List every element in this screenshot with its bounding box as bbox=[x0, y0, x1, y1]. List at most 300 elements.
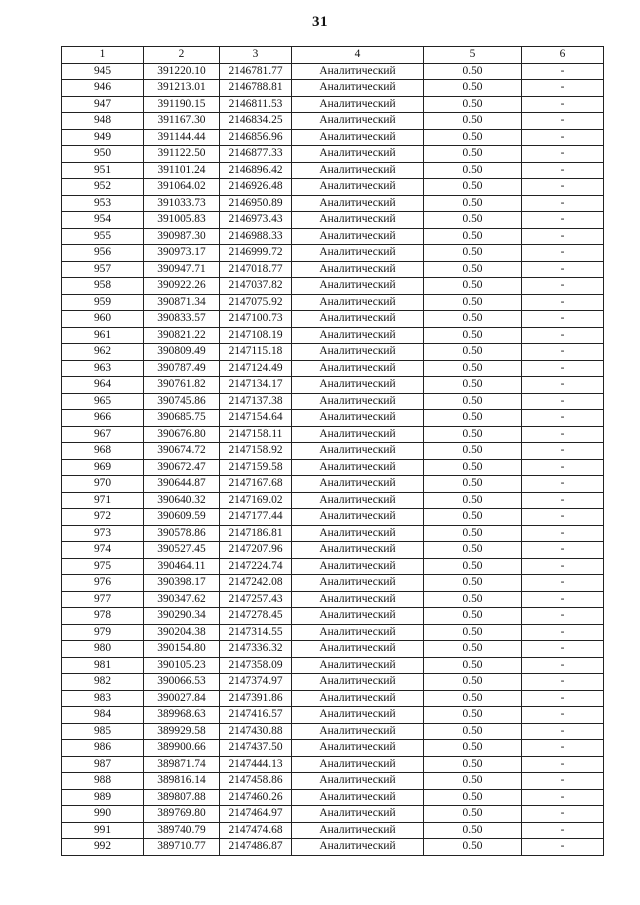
cell-accuracy: 0.50 bbox=[424, 311, 522, 328]
cell-coord-y: 2147167.68 bbox=[220, 476, 292, 493]
table-row bbox=[62, 608, 604, 625]
table-header-row bbox=[62, 47, 604, 64]
cell-note: - bbox=[522, 212, 604, 229]
cell-method: Аналитический bbox=[292, 641, 424, 658]
cell-note: - bbox=[522, 608, 604, 625]
cell-accuracy: 0.50 bbox=[424, 575, 522, 592]
table-row bbox=[62, 261, 604, 278]
cell-accuracy: 0.50 bbox=[424, 740, 522, 757]
table-row bbox=[62, 96, 604, 113]
table-row bbox=[62, 344, 604, 361]
cell-accuracy: 0.50 bbox=[424, 278, 522, 295]
column-header-2: 2 bbox=[144, 47, 220, 64]
cell-point-number: 946 bbox=[62, 80, 144, 97]
cell-accuracy: 0.50 bbox=[424, 773, 522, 790]
cell-coord-y: 2147100.73 bbox=[220, 311, 292, 328]
cell-coord-y: 2146877.33 bbox=[220, 146, 292, 163]
cell-coord-x: 390674.72 bbox=[144, 443, 220, 460]
cell-coord-x: 389900.66 bbox=[144, 740, 220, 757]
cell-coord-x: 390922.26 bbox=[144, 278, 220, 295]
cell-point-number: 991 bbox=[62, 822, 144, 839]
column-header-4: 4 bbox=[292, 47, 424, 64]
cell-note: - bbox=[522, 806, 604, 823]
cell-note: - bbox=[522, 591, 604, 608]
cell-coord-x: 390676.80 bbox=[144, 426, 220, 443]
cell-coord-x: 390398.17 bbox=[144, 575, 220, 592]
table-row bbox=[62, 707, 604, 724]
cell-method: Аналитический bbox=[292, 393, 424, 410]
cell-coord-y: 2146999.72 bbox=[220, 245, 292, 262]
cell-point-number: 983 bbox=[62, 690, 144, 707]
cell-coord-y: 2147257.43 bbox=[220, 591, 292, 608]
cell-coord-y: 2146811.53 bbox=[220, 96, 292, 113]
cell-note: - bbox=[522, 410, 604, 427]
cell-coord-x: 390644.87 bbox=[144, 476, 220, 493]
cell-coord-y: 2147416.57 bbox=[220, 707, 292, 724]
cell-method: Аналитический bbox=[292, 377, 424, 394]
cell-coord-y: 2147177.44 bbox=[220, 509, 292, 526]
cell-point-number: 980 bbox=[62, 641, 144, 658]
column-header-6: 6 bbox=[522, 47, 604, 64]
cell-method: Аналитический bbox=[292, 690, 424, 707]
cell-coord-x: 391005.83 bbox=[144, 212, 220, 229]
cell-coord-y: 2147154.64 bbox=[220, 410, 292, 427]
table-row bbox=[62, 641, 604, 658]
cell-accuracy: 0.50 bbox=[424, 327, 522, 344]
table-row bbox=[62, 426, 604, 443]
cell-point-number: 976 bbox=[62, 575, 144, 592]
cell-accuracy: 0.50 bbox=[424, 443, 522, 460]
cell-coord-x: 390672.47 bbox=[144, 459, 220, 476]
cell-accuracy: 0.50 bbox=[424, 789, 522, 806]
cell-note: - bbox=[522, 509, 604, 526]
cell-accuracy: 0.50 bbox=[424, 492, 522, 509]
table-row bbox=[62, 278, 604, 295]
column-header-3: 3 bbox=[220, 47, 292, 64]
cell-accuracy: 0.50 bbox=[424, 377, 522, 394]
cell-note: - bbox=[522, 245, 604, 262]
cell-accuracy: 0.50 bbox=[424, 129, 522, 146]
cell-point-number: 986 bbox=[62, 740, 144, 757]
cell-method: Аналитический bbox=[292, 179, 424, 196]
cell-method: Аналитический bbox=[292, 195, 424, 212]
cell-note: - bbox=[522, 674, 604, 691]
cell-point-number: 973 bbox=[62, 525, 144, 542]
cell-coord-x: 390871.34 bbox=[144, 294, 220, 311]
cell-point-number: 988 bbox=[62, 773, 144, 790]
cell-note: - bbox=[522, 146, 604, 163]
table-row bbox=[62, 773, 604, 790]
cell-method: Аналитический bbox=[292, 96, 424, 113]
cell-coord-x: 390290.34 bbox=[144, 608, 220, 625]
cell-accuracy: 0.50 bbox=[424, 360, 522, 377]
table-row bbox=[62, 690, 604, 707]
cell-coord-x: 391122.50 bbox=[144, 146, 220, 163]
cell-coord-x: 389871.74 bbox=[144, 756, 220, 773]
cell-point-number: 948 bbox=[62, 113, 144, 130]
cell-method: Аналитический bbox=[292, 162, 424, 179]
cell-method: Аналитический bbox=[292, 426, 424, 443]
cell-note: - bbox=[522, 575, 604, 592]
cell-note: - bbox=[522, 261, 604, 278]
cell-coord-y: 2147474.68 bbox=[220, 822, 292, 839]
cell-note: - bbox=[522, 63, 604, 80]
cell-method: Аналитический bbox=[292, 707, 424, 724]
cell-coord-x: 391167.30 bbox=[144, 113, 220, 130]
cell-method: Аналитический bbox=[292, 344, 424, 361]
cell-coord-x: 391144.44 bbox=[144, 129, 220, 146]
cell-point-number: 971 bbox=[62, 492, 144, 509]
cell-point-number: 987 bbox=[62, 756, 144, 773]
cell-method: Аналитический bbox=[292, 80, 424, 97]
table-row bbox=[62, 63, 604, 80]
cell-coord-y: 2147314.55 bbox=[220, 624, 292, 641]
cell-method: Аналитический bbox=[292, 146, 424, 163]
cell-point-number: 968 bbox=[62, 443, 144, 460]
table-row bbox=[62, 212, 604, 229]
cell-coord-y: 2147018.77 bbox=[220, 261, 292, 278]
cell-coord-y: 2147486.87 bbox=[220, 839, 292, 856]
table-row bbox=[62, 723, 604, 740]
cell-accuracy: 0.50 bbox=[424, 294, 522, 311]
cell-coord-x: 389740.79 bbox=[144, 822, 220, 839]
cell-coord-x: 390527.45 bbox=[144, 542, 220, 559]
cell-point-number: 945 bbox=[62, 63, 144, 80]
table-row bbox=[62, 327, 604, 344]
cell-coord-y: 2147430.88 bbox=[220, 723, 292, 740]
cell-method: Аналитический bbox=[292, 311, 424, 328]
cell-coord-y: 2146781.77 bbox=[220, 63, 292, 80]
cell-coord-y: 2147134.17 bbox=[220, 377, 292, 394]
cell-point-number: 970 bbox=[62, 476, 144, 493]
cell-coord-y: 2147169.02 bbox=[220, 492, 292, 509]
cell-coord-x: 390947.71 bbox=[144, 261, 220, 278]
cell-point-number: 953 bbox=[62, 195, 144, 212]
cell-note: - bbox=[522, 492, 604, 509]
cell-coord-x: 390066.53 bbox=[144, 674, 220, 691]
cell-method: Аналитический bbox=[292, 228, 424, 245]
cell-method: Аналитический bbox=[292, 657, 424, 674]
cell-note: - bbox=[522, 459, 604, 476]
cell-point-number: 966 bbox=[62, 410, 144, 427]
cell-point-number: 978 bbox=[62, 608, 144, 625]
cell-coord-x: 390745.86 bbox=[144, 393, 220, 410]
cell-note: - bbox=[522, 443, 604, 460]
column-header-1: 1 bbox=[62, 47, 144, 64]
cell-point-number: 992 bbox=[62, 839, 144, 856]
cell-point-number: 990 bbox=[62, 806, 144, 823]
cell-accuracy: 0.50 bbox=[424, 525, 522, 542]
cell-accuracy: 0.50 bbox=[424, 542, 522, 559]
cell-accuracy: 0.50 bbox=[424, 608, 522, 625]
cell-method: Аналитический bbox=[292, 674, 424, 691]
cell-accuracy: 0.50 bbox=[424, 245, 522, 262]
cell-coord-x: 389968.63 bbox=[144, 707, 220, 724]
cell-coord-y: 2147075.92 bbox=[220, 294, 292, 311]
cell-point-number: 960 bbox=[62, 311, 144, 328]
cell-coord-x: 390787.49 bbox=[144, 360, 220, 377]
cell-note: - bbox=[522, 641, 604, 658]
cell-note: - bbox=[522, 624, 604, 641]
cell-coord-y: 2147460.26 bbox=[220, 789, 292, 806]
cell-point-number: 954 bbox=[62, 212, 144, 229]
cell-coord-x: 390154.80 bbox=[144, 641, 220, 658]
table-row bbox=[62, 525, 604, 542]
cell-accuracy: 0.50 bbox=[424, 426, 522, 443]
table-row bbox=[62, 113, 604, 130]
cell-coord-y: 2147186.81 bbox=[220, 525, 292, 542]
cell-note: - bbox=[522, 558, 604, 575]
cell-method: Аналитический bbox=[292, 261, 424, 278]
cell-point-number: 952 bbox=[62, 179, 144, 196]
cell-accuracy: 0.50 bbox=[424, 261, 522, 278]
cell-coord-y: 2146926.48 bbox=[220, 179, 292, 196]
cell-method: Аналитический bbox=[292, 839, 424, 856]
cell-accuracy: 0.50 bbox=[424, 162, 522, 179]
cell-accuracy: 0.50 bbox=[424, 195, 522, 212]
cell-coord-y: 2147336.32 bbox=[220, 641, 292, 658]
cell-coord-x: 390640.32 bbox=[144, 492, 220, 509]
cell-method: Аналитический bbox=[292, 608, 424, 625]
cell-method: Аналитический bbox=[292, 129, 424, 146]
cell-coord-x: 391190.15 bbox=[144, 96, 220, 113]
cell-method: Аналитический bbox=[292, 476, 424, 493]
cell-point-number: 975 bbox=[62, 558, 144, 575]
cell-accuracy: 0.50 bbox=[424, 179, 522, 196]
cell-point-number: 956 bbox=[62, 245, 144, 262]
cell-point-number: 974 bbox=[62, 542, 144, 559]
cell-point-number: 962 bbox=[62, 344, 144, 361]
cell-coord-x: 389816.14 bbox=[144, 773, 220, 790]
table-row bbox=[62, 179, 604, 196]
cell-accuracy: 0.50 bbox=[424, 822, 522, 839]
cell-point-number: 959 bbox=[62, 294, 144, 311]
cell-coord-y: 2147437.50 bbox=[220, 740, 292, 757]
cell-coord-y: 2147458.86 bbox=[220, 773, 292, 790]
table-row bbox=[62, 360, 604, 377]
table-row bbox=[62, 822, 604, 839]
table-row bbox=[62, 756, 604, 773]
cell-note: - bbox=[522, 707, 604, 724]
cell-note: - bbox=[522, 822, 604, 839]
table-row bbox=[62, 476, 604, 493]
cell-point-number: 958 bbox=[62, 278, 144, 295]
cell-point-number: 955 bbox=[62, 228, 144, 245]
cell-accuracy: 0.50 bbox=[424, 212, 522, 229]
cell-accuracy: 0.50 bbox=[424, 393, 522, 410]
cell-coord-y: 2147158.11 bbox=[220, 426, 292, 443]
cell-point-number: 951 bbox=[62, 162, 144, 179]
table-row bbox=[62, 657, 604, 674]
cell-point-number: 981 bbox=[62, 657, 144, 674]
table-row bbox=[62, 789, 604, 806]
table-row bbox=[62, 162, 604, 179]
cell-coord-x: 389807.88 bbox=[144, 789, 220, 806]
cell-point-number: 949 bbox=[62, 129, 144, 146]
cell-accuracy: 0.50 bbox=[424, 839, 522, 856]
cell-note: - bbox=[522, 96, 604, 113]
cell-method: Аналитический bbox=[292, 575, 424, 592]
cell-accuracy: 0.50 bbox=[424, 723, 522, 740]
cell-method: Аналитический bbox=[292, 740, 424, 757]
table-row bbox=[62, 542, 604, 559]
table-row bbox=[62, 311, 604, 328]
table-row bbox=[62, 245, 604, 262]
cell-method: Аналитический bbox=[292, 113, 424, 130]
cell-accuracy: 0.50 bbox=[424, 113, 522, 130]
cell-coord-x: 390464.11 bbox=[144, 558, 220, 575]
cell-coord-y: 2147037.82 bbox=[220, 278, 292, 295]
cell-accuracy: 0.50 bbox=[424, 624, 522, 641]
cell-coord-x: 391213.01 bbox=[144, 80, 220, 97]
cell-point-number: 985 bbox=[62, 723, 144, 740]
cell-note: - bbox=[522, 723, 604, 740]
table-row bbox=[62, 591, 604, 608]
cell-note: - bbox=[522, 476, 604, 493]
cell-point-number: 963 bbox=[62, 360, 144, 377]
cell-accuracy: 0.50 bbox=[424, 591, 522, 608]
cell-point-number: 982 bbox=[62, 674, 144, 691]
cell-coord-y: 2147158.92 bbox=[220, 443, 292, 460]
cell-note: - bbox=[522, 657, 604, 674]
cell-coord-y: 2147207.96 bbox=[220, 542, 292, 559]
cell-accuracy: 0.50 bbox=[424, 146, 522, 163]
cell-note: - bbox=[522, 179, 604, 196]
cell-point-number: 950 bbox=[62, 146, 144, 163]
cell-coord-y: 2146788.81 bbox=[220, 80, 292, 97]
cell-coord-y: 2147124.49 bbox=[220, 360, 292, 377]
cell-accuracy: 0.50 bbox=[424, 96, 522, 113]
cell-accuracy: 0.50 bbox=[424, 80, 522, 97]
cell-accuracy: 0.50 bbox=[424, 707, 522, 724]
cell-note: - bbox=[522, 690, 604, 707]
cell-coord-x: 391220.10 bbox=[144, 63, 220, 80]
cell-note: - bbox=[522, 839, 604, 856]
cell-coord-y: 2146988.33 bbox=[220, 228, 292, 245]
table-row bbox=[62, 294, 604, 311]
table-row bbox=[62, 410, 604, 427]
table-row bbox=[62, 806, 604, 823]
table-row bbox=[62, 195, 604, 212]
cell-point-number: 972 bbox=[62, 509, 144, 526]
cell-note: - bbox=[522, 327, 604, 344]
cell-point-number: 979 bbox=[62, 624, 144, 641]
cell-method: Аналитический bbox=[292, 591, 424, 608]
cell-point-number: 964 bbox=[62, 377, 144, 394]
table-row bbox=[62, 80, 604, 97]
cell-note: - bbox=[522, 80, 604, 97]
cell-method: Аналитический bbox=[292, 822, 424, 839]
cell-coord-y: 2147242.08 bbox=[220, 575, 292, 592]
cell-note: - bbox=[522, 228, 604, 245]
cell-coord-y: 2147391.86 bbox=[220, 690, 292, 707]
cell-coord-x: 389710.77 bbox=[144, 839, 220, 856]
cell-method: Аналитический bbox=[292, 806, 424, 823]
cell-note: - bbox=[522, 360, 604, 377]
cell-note: - bbox=[522, 377, 604, 394]
cell-coord-y: 2146834.25 bbox=[220, 113, 292, 130]
cell-coord-x: 389929.58 bbox=[144, 723, 220, 740]
cell-coord-x: 390685.75 bbox=[144, 410, 220, 427]
cell-coord-y: 2147374.97 bbox=[220, 674, 292, 691]
cell-coord-y: 2147444.13 bbox=[220, 756, 292, 773]
cell-coord-x: 391064.02 bbox=[144, 179, 220, 196]
cell-note: - bbox=[522, 542, 604, 559]
cell-method: Аналитический bbox=[292, 542, 424, 559]
table-row bbox=[62, 509, 604, 526]
cell-method: Аналитический bbox=[292, 624, 424, 641]
cell-method: Аналитический bbox=[292, 245, 424, 262]
cell-coord-y: 2147137.38 bbox=[220, 393, 292, 410]
cell-accuracy: 0.50 bbox=[424, 657, 522, 674]
cell-point-number: 969 bbox=[62, 459, 144, 476]
cell-note: - bbox=[522, 278, 604, 295]
table-row bbox=[62, 839, 604, 856]
page-number: 31 bbox=[312, 14, 328, 30]
cell-coord-x: 390809.49 bbox=[144, 344, 220, 361]
cell-point-number: 961 bbox=[62, 327, 144, 344]
cell-accuracy: 0.50 bbox=[424, 756, 522, 773]
cell-coord-x: 390578.86 bbox=[144, 525, 220, 542]
table-row bbox=[62, 674, 604, 691]
cell-note: - bbox=[522, 113, 604, 130]
cell-coord-x: 390027.84 bbox=[144, 690, 220, 707]
cell-coord-x: 390821.22 bbox=[144, 327, 220, 344]
cell-point-number: 977 bbox=[62, 591, 144, 608]
cell-accuracy: 0.50 bbox=[424, 690, 522, 707]
cell-coord-y: 2146950.89 bbox=[220, 195, 292, 212]
cell-accuracy: 0.50 bbox=[424, 509, 522, 526]
cell-coord-y: 2147224.74 bbox=[220, 558, 292, 575]
cell-coord-y: 2147108.19 bbox=[220, 327, 292, 344]
cell-coord-y: 2146973.43 bbox=[220, 212, 292, 229]
cell-note: - bbox=[522, 162, 604, 179]
cell-coord-x: 389769.80 bbox=[144, 806, 220, 823]
cell-coord-x: 391101.24 bbox=[144, 162, 220, 179]
cell-accuracy: 0.50 bbox=[424, 344, 522, 361]
cell-method: Аналитический bbox=[292, 278, 424, 295]
table-row bbox=[62, 624, 604, 641]
cell-method: Аналитический bbox=[292, 459, 424, 476]
cell-coord-x: 390609.59 bbox=[144, 509, 220, 526]
cell-note: - bbox=[522, 311, 604, 328]
cell-method: Аналитический bbox=[292, 525, 424, 542]
cell-coord-x: 390973.17 bbox=[144, 245, 220, 262]
cell-method: Аналитический bbox=[292, 294, 424, 311]
cell-method: Аналитический bbox=[292, 63, 424, 80]
cell-coord-x: 390833.57 bbox=[144, 311, 220, 328]
cell-note: - bbox=[522, 426, 604, 443]
cell-point-number: 957 bbox=[62, 261, 144, 278]
cell-accuracy: 0.50 bbox=[424, 476, 522, 493]
cell-note: - bbox=[522, 740, 604, 757]
cell-point-number: 967 bbox=[62, 426, 144, 443]
table-row bbox=[62, 393, 604, 410]
cell-note: - bbox=[522, 129, 604, 146]
cell-method: Аналитический bbox=[292, 789, 424, 806]
coordinates-table bbox=[61, 46, 604, 856]
cell-note: - bbox=[522, 393, 604, 410]
cell-point-number: 947 bbox=[62, 96, 144, 113]
cell-note: - bbox=[522, 195, 604, 212]
cell-method: Аналитический bbox=[292, 492, 424, 509]
cell-note: - bbox=[522, 773, 604, 790]
table-body bbox=[62, 63, 604, 855]
cell-accuracy: 0.50 bbox=[424, 63, 522, 80]
cell-coord-y: 2147115.18 bbox=[220, 344, 292, 361]
table-row bbox=[62, 459, 604, 476]
table-row bbox=[62, 377, 604, 394]
